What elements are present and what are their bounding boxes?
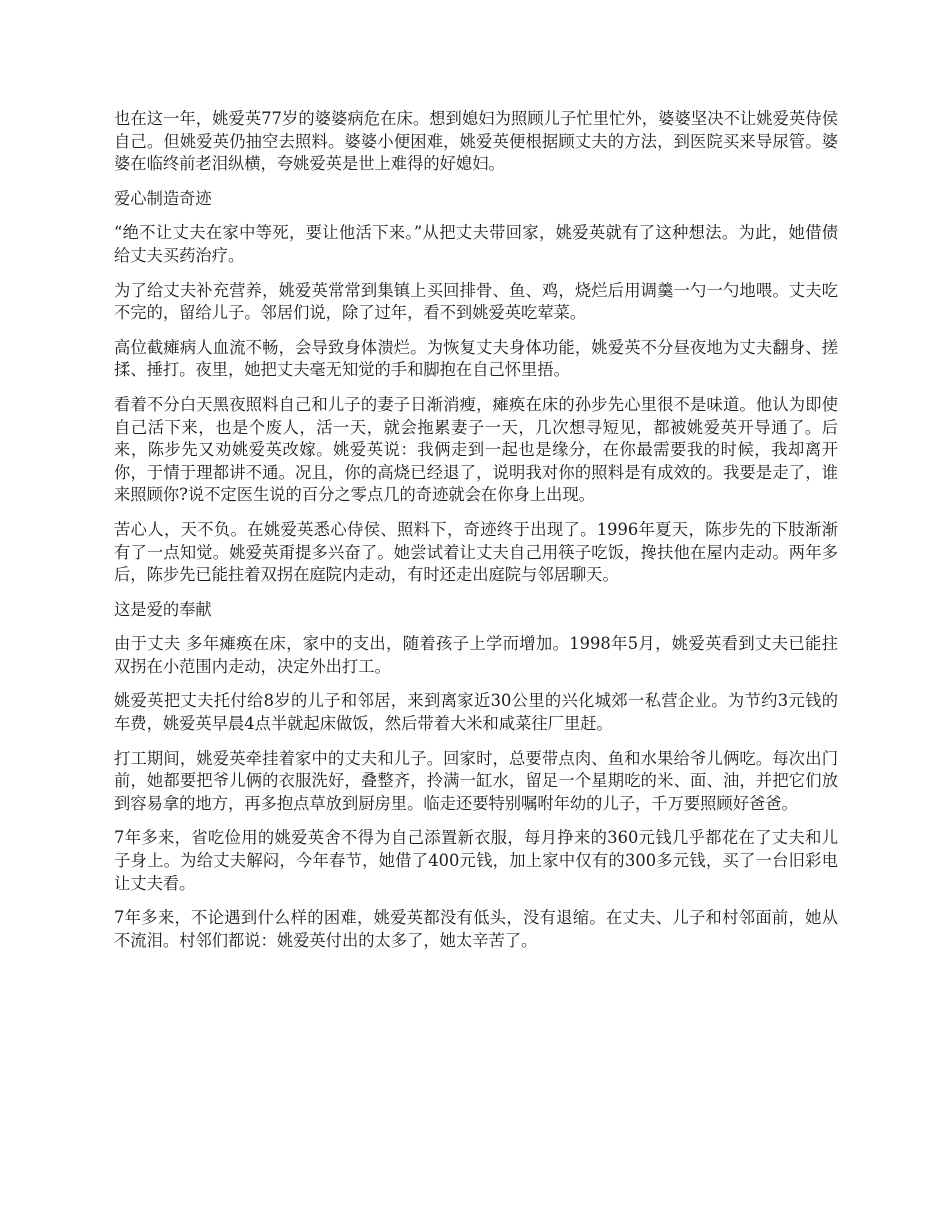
paragraph: 高位截瘫病人血流不畅，会导致身体溃烂。为恢复丈夫身体功能，姚爱英不分昼夜地为丈夫翻身、搓揉、捶打。夜里，她把丈夫毫无知觉的手和脚抱在自己怀里捂。 [114,337,838,380]
paragraph: “绝不让丈夫在家中等死，要让他活下来。”从把丈夫带回家，姚爱英就有了这种想法。为此，她借债给丈夫买药治疗。 [114,223,838,265]
section-heading: 这是爱的奉献 [114,599,212,619]
paragraph: 姚爱英把丈夫托付给8岁的儿子和邻居，来到离家近30公里的兴化城郊一私营企业。为节约3元钱的车费，姚爱英早晨4点半就起床做饭，然后带着大米和咸菜往厂里赶。 [114,691,838,734]
paragraph: 7年多来，省吃俭用的姚爱英舍不得为自己添置新衣服，每月挣来的360元钱几乎都花在了丈夫和儿子身上。为给丈夫解闷，今年春节，她借了400元钱，加上家中仅有的300多元钱，买了一台旧彩电让丈夫看。 [114,828,838,893]
paragraph: 也在这一年，姚爱英77岁的婆婆病危在床。想到媳妇为照顾儿子忙里忙外，婆婆坚决不让姚爱英侍侯自己。但姚爱英仍抽空去照料。婆婆小便困难，姚爱英便根据顾丈夫的方法，到医院买来导尿管。婆婆在临终前老泪纵横，夸姚爱英是世上难得的好媳妇。 [114,109,838,174]
section-heading: 爱心制造奇迹 [114,188,212,208]
paragraph: 7年多来，不论遇到什么样的困难，姚爱英都没有低头，没有退缩。在丈夫、儿子和村邻面前，她从不流泪。村邻们都说：姚爱英付出的太多了，她太辛苦了。 [114,908,838,950]
paragraph: 为了给丈夫补充营养，姚爱英常常到集镇上买回排骨、鱼、鸡，烧烂后用调羹一勺一勺地喂。丈夫吃不完的，留给儿子。邻居们说，除了过年，看不到姚爱英吃荤菜。 [114,280,838,323]
paragraph: 由于丈夫 多年瘫痪在床，家中的支出，随着孩子上学而增加。1998年5月，姚爱英看到丈夫已能拄双拐在小范围内走动，决定外出打工。 [114,634,838,676]
document-body [114,108,838,964]
paragraph: 看着不分白天黑夜照料自己和儿子的妻子日渐消瘦，瘫痪在床的孙步先心里很不是味道。他认为即使自己活下来，也是个废人，活一天，就会拖累妻子一天，几次想寻短见，都被姚爱英开导通了。后来，陈步先又劝姚爱英改嫁。姚爱英说：我俩走到一起也是缘分，在你最需要我的时候，我却离开你，于情于理都讲不通。况且，你的高烧已经退了，说明我对你的照料是有成效的。我要是走了，谁来照顾你?说不定医生说的百分之零点几的奇迹就会在你身上出现。 [114,394,838,505]
paragraph: 打工期间，姚爱英牵挂着家中的丈夫和儿子。回家时，总要带点肉、鱼和水果给爷儿俩吃。每次出门前，她都要把爷儿俩的衣服洗好，叠整齐，拎满一缸水，留足一个星期吃的米、面、油，并把它们放到容易拿的地方，再多抱点草放到厨房里。临走还要特别嘱咐年幼的儿子，千万要照顾好爸爸。 [114,748,838,813]
paragraph: 苦心人，天不负。在姚爱英悉心侍侯、照料下，奇迹终于出现了。1996年夏天，陈步先的下肢渐渐有了一点知觉。姚爱英甭提多兴奋了。她尝试着让丈夫自己用筷子吃饭，搀扶他在屋内走动。两年多后，陈步先已能拄着双拐在庭院内走动，有时还走出庭院与邻居聊天。 [114,519,838,585]
